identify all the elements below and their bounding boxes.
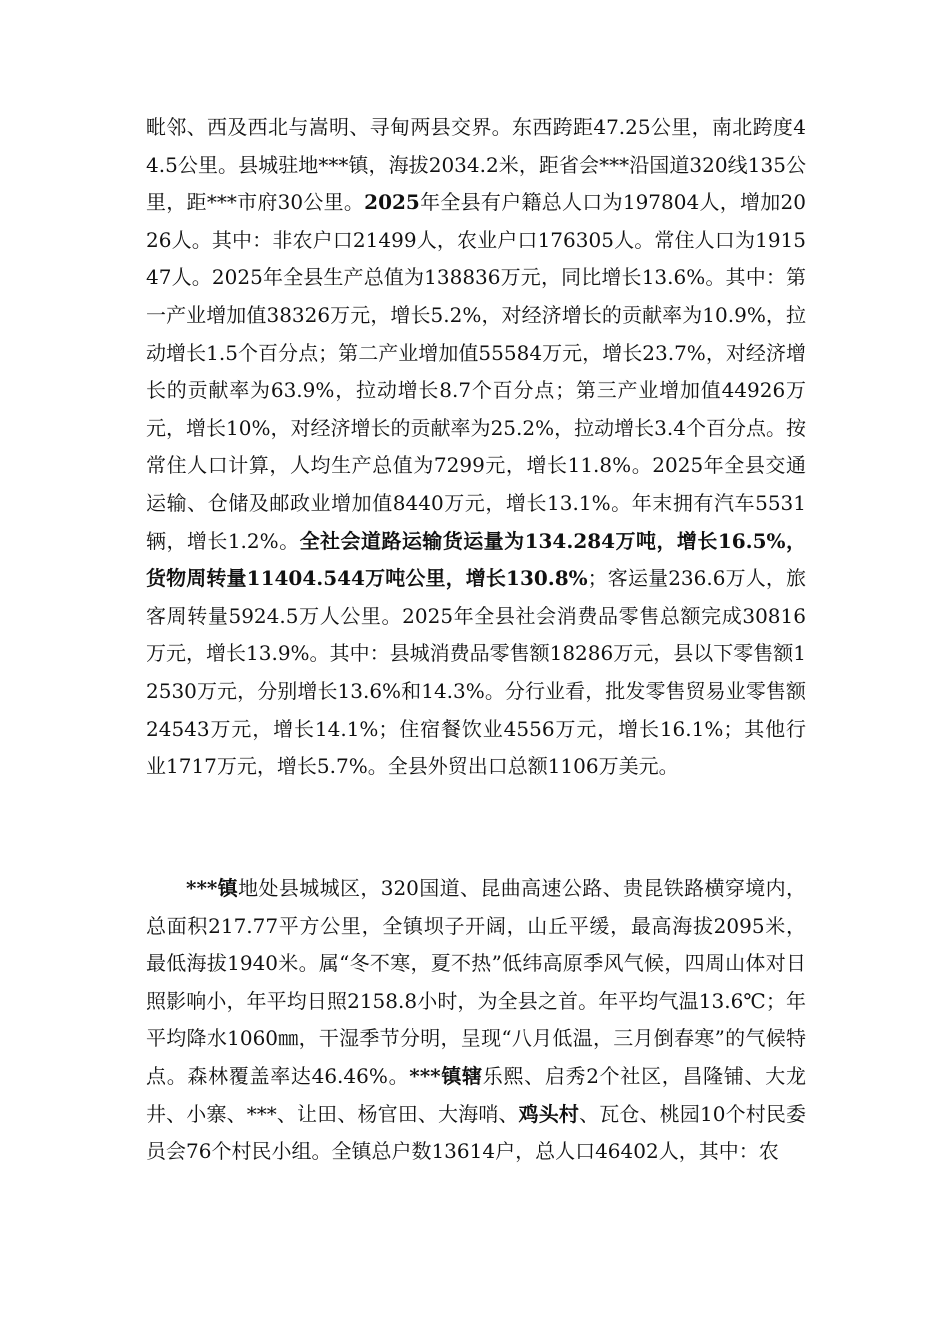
paragraph-town-overview [146,870,806,1171]
bold-text-span: 2025 [364,190,420,215]
text-span: ；客运量236.6万人，旅客周转量5924.5万人公里。2025年全县社会消费品零售总额完成30816万元，增长13.9%。其中：县城消费品零售额18286万元，县以下零售额12530万元，分别增长13.6%和14.3%。分行业看，批发零售贸易业零售额24543万元，增长14.1%；住宿餐饮业4556万元，增长16.1%；其他行业1717万元，增长5.7%。全县外贸出口总额1106万美元。 [146,566,806,779]
text-span: 乐熙、启秀2个社区，昌隆铺、大龙井、小寨、***、让田、杨官田、大海哨、 [146,1063,806,1126]
bold-text-span: 鸡头村 [518,1101,580,1126]
bold-text-span: ***镇 [186,876,239,900]
text-span: 年全县有户籍总人口为197804人，增加2026人。其中：非农户口21499人，农业户口176305人。常住人口为191547人。2025年全县生产总值为138836万元，同比增长13.6%。其中：第一产业增加值38326万元，增长5.2%，对经济增长的贡献率为10.9%，拉动增长1.5个百分点；第二产业增加值55584万元，增长23.7%，对经济增长的贡献率为63.9%，拉动增长8.7个百分点；第三产业增加值44926万元，增长10%，对经济增长的贡献率为25.2%，拉动增长3.4个百分点。按常住人口计算，人均生产总值为7299元，增长11.8%。2025年全县交通运输、仓储及邮政业增加值8440万元，增长13.1%。年末拥有汽车5531辆，增长1.2%。 [146,190,806,553]
paragraph-county-overview [146,109,806,786]
text-span: 毗邻、西及西北与嵩明、寻甸两县交界。东西跨距47.25公里，南北跨度44.5公里。县城驻地***镇，海拔2034.2米，距省会***沿国道320线135公里，距***市府30公里。 [146,115,806,215]
text-span: 地处县城城区，320国道、昆曲高速公路、贵昆铁路横穿境内，总面积217.77平方公里，全镇坝子开阔，山丘平缓，最高海拔2095米，最低海拔1940米。属“冬不寒，夏不热”低纬高原季风气候，四周山体对日照影响小，年平均日照2158.8小时，为全县之首。年平均气温13.6℃；年平均降水1060㎜，干湿季节分明，呈现“八月低温，三月倒春寒”的气候特点。森林覆盖率达46.46%。 [146,876,806,1088]
text-span: 、瓦仓、桃园10个村民委员会76个村民小组。全镇总户数13614户，总人口46402人，其中：农 [146,1101,807,1164]
bold-text-span: 全社会道路运输货运量为134.284万吨，增长16.5%，货物周转量11404.544万吨公里，增长130.8% [146,528,806,591]
bold-text-span: ***镇辖 [409,1063,483,1088]
